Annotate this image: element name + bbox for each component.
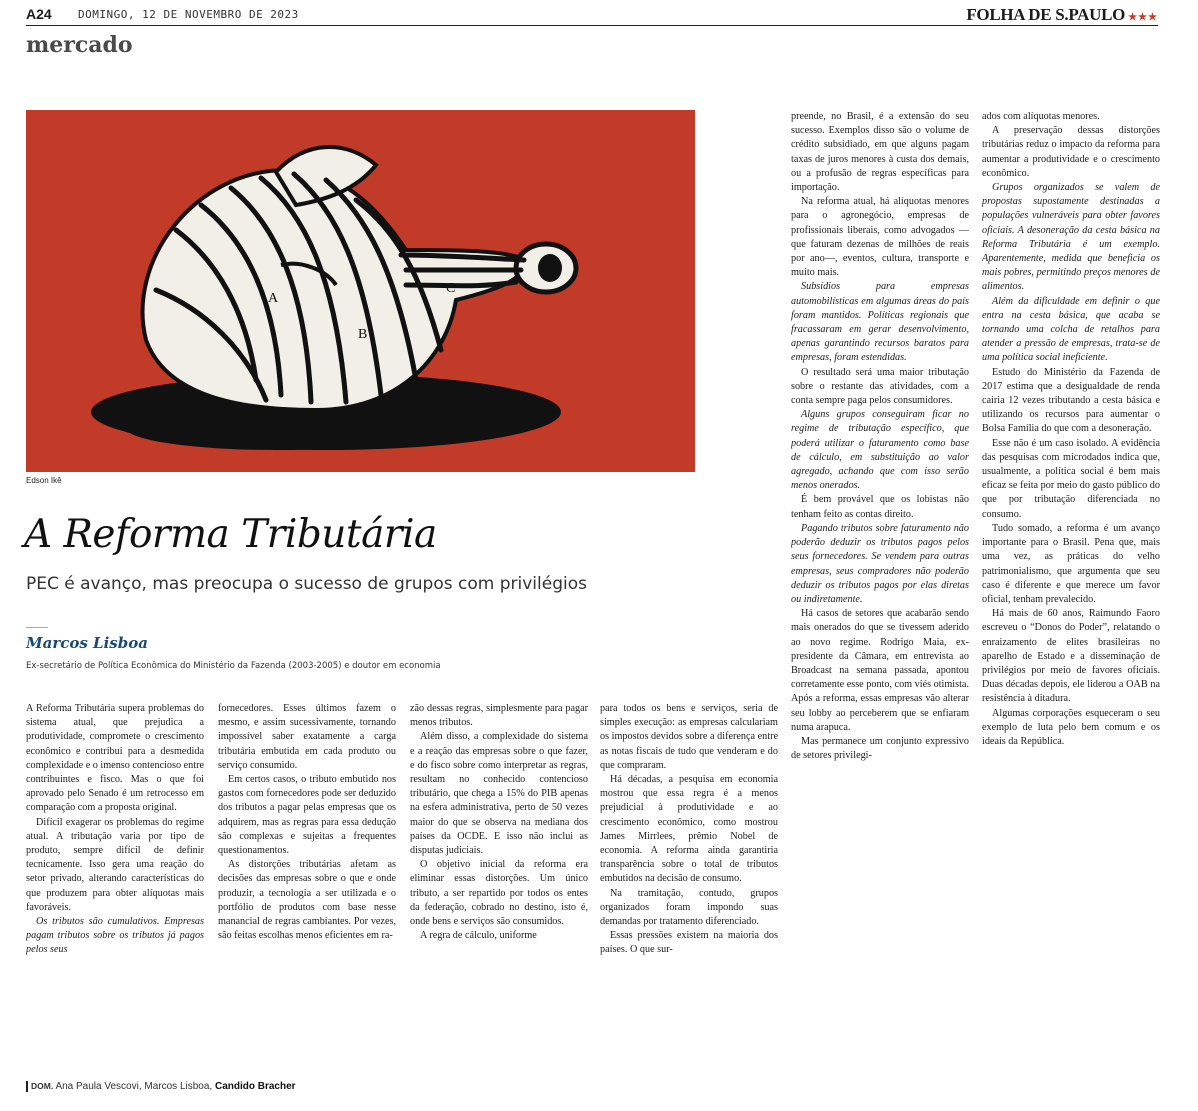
paragraph: Na tramitação, contudo, grupos organizados foram impondo suas demandas por tratamento diferenciado.	[600, 887, 778, 928]
article-subtitle: PEC é avanço, mas preocupa o sucesso de grupos com privilégios	[26, 574, 587, 594]
page-number: A24	[26, 6, 52, 22]
paragraph: Subsídios para empresas automobilísticas em algumas áreas do país foram mantidos. Políticas regionais que fracassaram em gerar desenvolvimento, apenas garantindo recursos baratos para empresas, foram estendidas.	[791, 281, 969, 364]
paragraph: Difícil exagerar os problemas do regime atual. A tributação varia por tipo de produto, sempre difícil de definir tecnicamente. Isso gera uma reação do setor privado, alterando características do que produzem para obter alíquotas mais favoráveis.	[26, 816, 204, 913]
article-column-6	[982, 110, 1160, 1070]
article-illustration	[26, 110, 695, 472]
paragraph: Além da dificuldade em definir o que entra na cesta básica, que acaba se tornando uma colcha de retalhos para atender a pressão de empresas, trata-se de uma política social ineficiente.	[982, 295, 1160, 364]
author-name[interactable]: Marcos Lisboa	[26, 634, 148, 652]
article-headline: A Reforma Tributária	[24, 512, 437, 557]
paragraph: Estudo do Ministério da Fazenda de 2017 estima que a desigualdade de renda cairia 12 vezes tributando a cesta básica e utilizando os recursos para aumentar o Bolsa Família do que com a desoneração.	[982, 366, 1160, 435]
byline-divider	[26, 627, 48, 628]
columnist-rotation-footer	[26, 1081, 296, 1092]
paragraph: Esse não é um caso isolado. A evidência das pesquisas com microdados indica que, usualmente, a política social é bem mais eficaz se feita por meio do gasto público do que por tributação diferenciada no consumo.	[982, 437, 1160, 520]
paragraph: O resultado será uma maior tributação sobre o restante das atividades, com a conta sempre paga pelos consumidores.	[791, 366, 969, 407]
paragraph: ados com alíquotas menores.	[982, 111, 1100, 122]
label-b: B	[358, 327, 368, 342]
article-column-3	[410, 702, 588, 1070]
article-column-4	[600, 702, 778, 1070]
article-column-1	[26, 702, 204, 1070]
paragraph: As distorções tributárias afetam as decisões das empresas sobre o que e onde produzir, a tecnologia a ser utilizada e o portfólio de produtos com base nesse manancial de regras cambiantes. Por vezes, são feitas escolhas menos eficientes em ra-	[218, 859, 396, 942]
paragraph: Em certos casos, o tributo embutido nos gastos com fornecedores pode ser deduzido dos tributos a pagar pelas empresas que os adquirem, mas as regras para essa dedução são complexas e sujeitas a frequentes questionamentos.	[218, 774, 396, 857]
section-title: mercado	[26, 32, 133, 58]
paragraph: Os tributos são cumulativos. Empresas pagam tributos sobre os tributos já pagos pelos seus	[26, 916, 204, 956]
illustration-credit: Edson Ikê	[26, 476, 62, 485]
article-column-2	[218, 702, 396, 1070]
pig-shell-illustration	[26, 110, 695, 472]
paragraph: Além disso, a complexidade do sistema e a reação das empresas sobre o que fazer, e do fisco sobre como interpretar as regras, resultam no conhecido contencioso tributário, que chega a 15% do PIB apenas na esfera administrativa, perto de 50 vezes maior do que se observa na mediana dos países da OCDE. E isso não inclui as disputas judiciais.	[410, 731, 588, 857]
paragraph: Algumas corporações esqueceram o seu exemplo de luta pelo bem comum e os ideais da República.	[982, 707, 1160, 747]
paragraph: Essas pressões existem na maioria dos países. O que sur-	[600, 930, 778, 956]
masthead-stars-icon: ★★★	[1128, 12, 1158, 23]
paragraph: Na reforma atual, há alíquotas menores para o agronegócio, empresas de profissionais liberais, como advogados —que faturam dezenas de milhões de reais por ano—, eventos, cultura, transporte e muito mais.	[791, 196, 969, 279]
paragraph: Há mais de 60 anos, Raimundo Faoro escreveu o “Donos do Poder”, relatando o enraizamento de elites brasileiras no aparelho de Estado e a disseminação de privilégios por meio de favores oficiais. Duas décadas depois, ele liderou a OAB na resistência à ditadura.	[982, 608, 1160, 705]
footer-names: Ana Paula Vescovi, Marcos Lisboa,	[55, 1081, 213, 1092]
paragraph: Há casos de setores que acabarão sendo mais onerados do que se tivessem aderido ao novo regime. Rodrigo Maia, ex-presidente da Câmara, em entrevista ao Broadcast na semana passada, apontou corretamente esse ponto, com viés otimista. Após a reforma, essas empresas vão alterar seu lobby ao perceberem que se enfiaram numa arapuca.	[791, 608, 969, 733]
paragraph: Tudo somado, a reforma é um avanço importante para o Brasil. Pena que, mais uma vez, as práticas do velho patrimonialismo, que argumenta que seu caso é diferente e que merece um favor oficial, tenham prevalecido.	[982, 522, 1160, 605]
edition-date: DOMINGO, 12 DE NOVEMBRO DE 2023	[78, 8, 299, 21]
masthead-title: FOLHA DE S.PAULO	[966, 5, 1126, 24]
paragraph: Alguns grupos conseguiram ficar no regime de tributação específico, que poderá utilizar o faturamento como base de cálculo, em substituição ao valor agregado, achando que com isso serão menos onerados.	[791, 409, 969, 492]
article-column-5	[791, 110, 969, 1070]
paragraph: Grupos organizados se valem de propostas supostamente destinadas a populações vulneráveis para obter favores oficiais. A desoneração da cesta básica na Reforma Tributária é um exemplo. Aparentemente, medida que beneficia os mais pobres, permitindo preços menores de alimentos.	[982, 182, 1160, 293]
paragraph: fornecedores. Esses últimos fazem o mesmo, e assim sucessivamente, tornando impossível saber exatamente a carga tributária embutida em cada produto ou serviço consumido.	[218, 703, 396, 771]
paragraph: O objetivo inicial da reforma era eliminar essas distorções. Um único tributo, a ser repartido por todos os entes da federação, cobrado no destino, isto é, onde bens e serviços são consumidos.	[410, 859, 588, 928]
paragraph: É bem provável que os lobistas não tenham feito as contas direito.	[791, 494, 969, 520]
paragraph: para todos os bens e serviços, seria de simples execução: as empresas calculariam os impostos devidos sobre a diferença entre as notas fiscais de tudo que venderam e do que compraram.	[600, 703, 778, 771]
paragraph: preende, no Brasil, é a extensão do seu sucesso. Exemplos disso são o volume de crédito subsidiado, em que alguns pagam taxas de juros menores à custa dos demais, ou a profusão de regras específicas para importação.	[791, 111, 969, 194]
paragraph: Há décadas, a pesquisa em economia mostrou que essa regra é a menos prejudicial à produtividade e ao crescimento econômico, como mostrou James Mirrlees, prêmio Nobel de economia. A reforma ainda garantiria transparência sobre o total de tributos embutidos na decisão de consumo.	[600, 774, 778, 885]
paragraph: A regra de cálculo, uniforme	[420, 930, 537, 942]
paragraph: A preservação dessas distorções tributárias reduz o impacto da reforma para aumentar a produtividade e o crescimento econômico.	[982, 125, 1160, 179]
page-header	[26, 6, 1158, 26]
paragraph: Pagando tributos sobre faturamento não poderão deduzir os tributos pagos pelos seus fornecedores. Se vendem para outras empresas, seus compradores não poderão deduzir os tributos pagos por elas diretas ou indiretamente.	[791, 522, 969, 605]
newspaper-masthead[interactable]	[966, 5, 1158, 25]
paragraph: Mas permanece um conjunto expressivo de setores privilegi-	[791, 735, 969, 762]
footer-label: DOM.	[31, 1081, 54, 1091]
paragraph: A Reforma Tributária supera problemas do sistema atual, que prejudica a produtividade, compromete o crescimento econômico e contribui para a desmedida complexidade e o imenso contencioso entre contribuintes e fisco. Mas o que foi aprovado pelo Senado é um retrocesso em comparação com a proposta original.	[26, 703, 204, 814]
author-bio: Ex-secretário de Política Econômica do Ministério da Fazenda (2003-2005) e doutor em economia	[26, 661, 441, 671]
label-a: A	[268, 291, 279, 306]
footer-last-name: Candido Bracher	[214, 1081, 296, 1092]
paragraph: zão dessas regras, simplesmente para pagar menos tributos.	[410, 703, 588, 729]
label-c: C	[446, 281, 456, 296]
